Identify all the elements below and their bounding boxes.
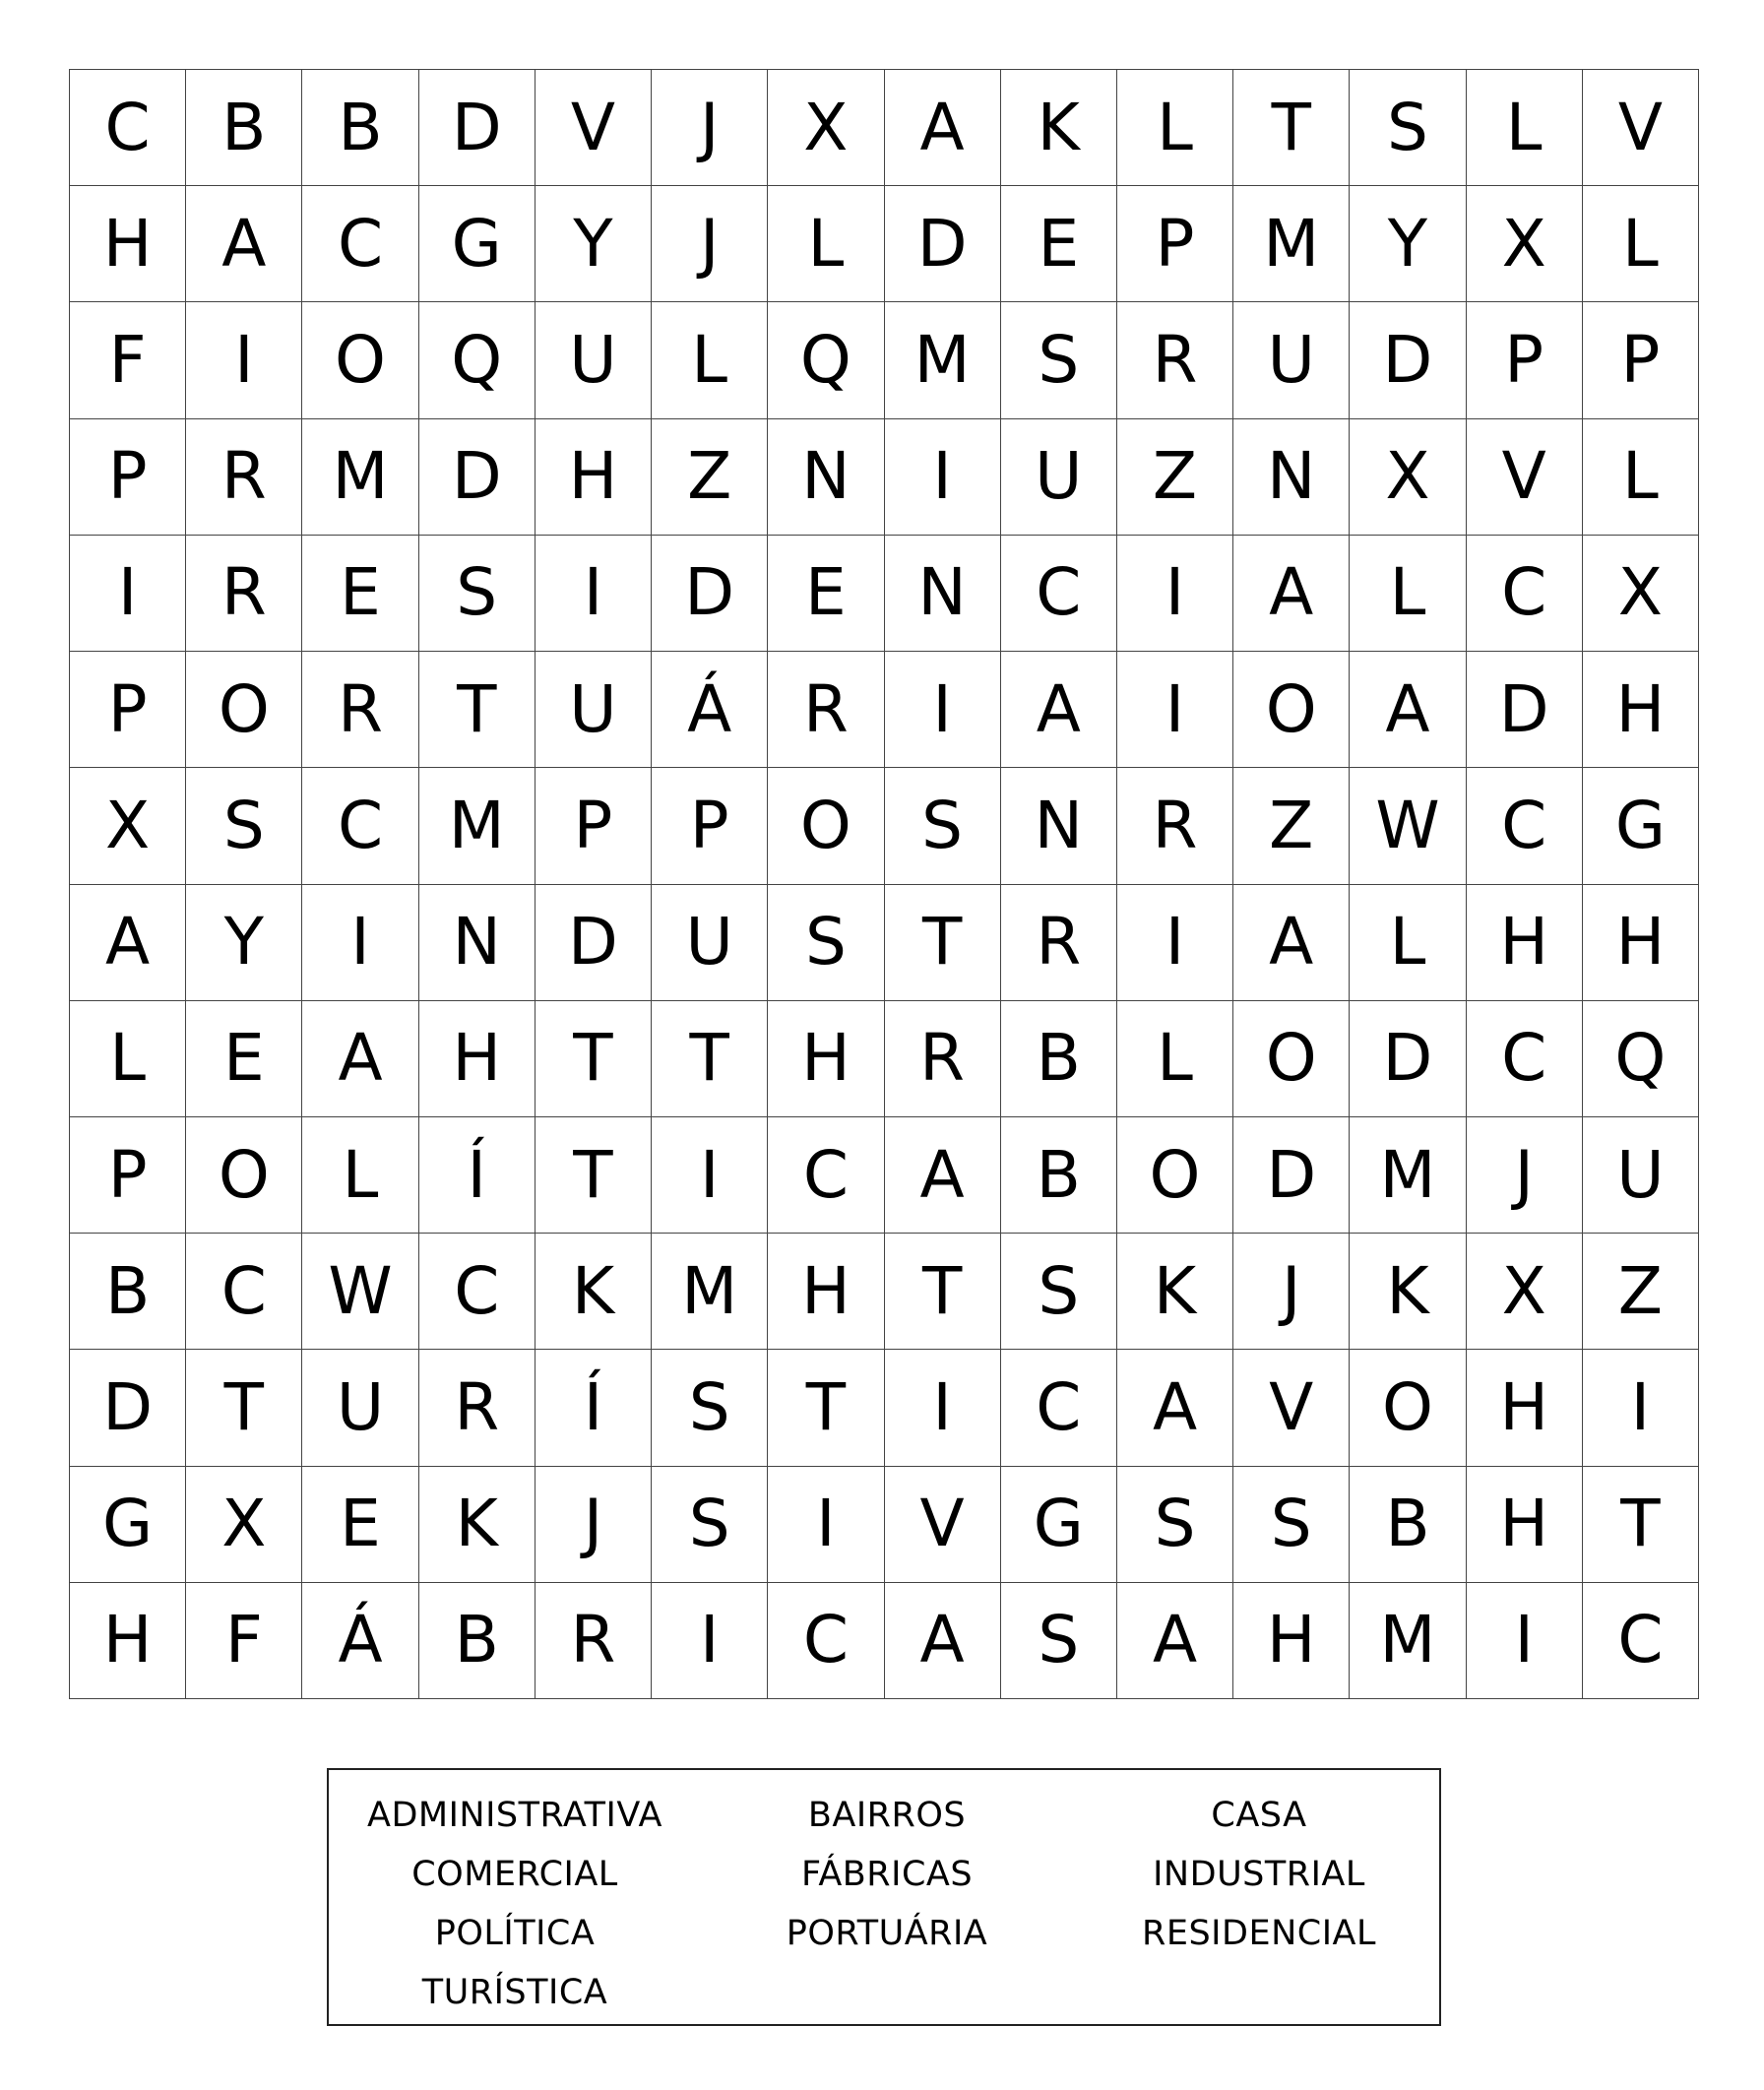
grid-cell[interactable]: M [1233,186,1350,302]
word-list-item: POLÍTICA [434,1914,596,1953]
grid-cell[interactable]: D [1350,302,1466,418]
grid-cell[interactable]: W [302,1234,418,1350]
word-list-item: CASA [1211,1796,1307,1835]
grid-cell[interactable]: L [768,186,884,302]
grid-cell[interactable]: O [302,302,418,418]
grid-cell[interactable]: A [1233,885,1350,1001]
grid-cell[interactable]: C [1001,1350,1117,1466]
grid-cell[interactable]: L [1117,70,1233,186]
grid-cell[interactable]: H [768,1001,884,1117]
grid-cell[interactable]: D [419,419,536,536]
grid-cell[interactable]: R [186,419,302,536]
grid-cell[interactable]: D [885,186,1001,302]
grid-cell[interactable]: I [885,1350,1001,1466]
grid-cell[interactable]: X [1583,536,1699,652]
grid-cell[interactable]: A [1233,536,1350,652]
grid-cell[interactable]: T [536,1001,652,1117]
grid-cell[interactable]: C [1583,1583,1699,1699]
grid-cell[interactable]: X [1350,419,1466,536]
grid-cell[interactable]: B [1001,1117,1117,1234]
grid-cell[interactable]: C [1001,536,1117,652]
grid-cell[interactable]: Q [768,302,884,418]
grid-cell[interactable]: W [1350,768,1466,884]
grid-cell[interactable]: S [419,536,536,652]
grid-cell[interactable]: R [419,1350,536,1466]
grid-cell[interactable]: T [419,652,536,768]
grid-cell[interactable]: Á [302,1583,418,1699]
grid-cell[interactable]: I [70,536,186,652]
grid-cell[interactable]: G [1001,1467,1117,1583]
grid-cell[interactable]: I [1117,536,1233,652]
grid-cell[interactable]: C [1467,536,1583,652]
grid-cell[interactable]: K [1117,1234,1233,1350]
grid-cell[interactable]: X [186,1467,302,1583]
grid-cell[interactable]: A [1001,652,1117,768]
grid-cell[interactable]: T [536,1117,652,1234]
grid-cell[interactable]: J [1467,1117,1583,1234]
grid-cell[interactable]: T [885,1234,1001,1350]
grid-cell[interactable]: U [652,885,768,1001]
grid-cell[interactable]: H [1233,1583,1350,1699]
grid-cell[interactable]: M [652,1234,768,1350]
grid-cell[interactable]: I [1117,652,1233,768]
grid-cell[interactable]: J [652,70,768,186]
grid-cell[interactable]: Y [186,885,302,1001]
grid-cell[interactable]: B [1350,1467,1466,1583]
grid-cell[interactable]: B [70,1234,186,1350]
grid-cell[interactable]: L [70,1001,186,1117]
grid-cell[interactable]: E [186,1001,302,1117]
grid-cell[interactable]: A [186,186,302,302]
grid-cell[interactable]: J [536,1467,652,1583]
grid-cell[interactable]: T [1583,1467,1699,1583]
grid-cell[interactable]: I [186,302,302,418]
grid-cell[interactable]: M [419,768,536,884]
grid-cell[interactable]: P [70,419,186,536]
grid-cell[interactable]: C [186,1234,302,1350]
grid-cell[interactable]: B [302,70,418,186]
word-list-item: TURÍSTICA [421,1973,608,2012]
grid-cell[interactable]: R [768,652,884,768]
grid-cell[interactable]: L [302,1117,418,1234]
grid-cell[interactable]: Z [1583,1234,1699,1350]
word-list-item: FÁBRICAS [800,1855,974,1894]
grid-cell[interactable]: S [1350,70,1466,186]
grid-cell[interactable]: C [302,186,418,302]
grid-cell[interactable]: O [186,652,302,768]
grid-cell[interactable]: M [1350,1117,1466,1234]
grid-cell[interactable]: K [1350,1234,1466,1350]
grid-cell[interactable]: L [1583,419,1699,536]
grid-cell[interactable]: P [1467,302,1583,418]
grid-cell[interactable]: D [419,70,536,186]
grid-cell[interactable]: O [768,768,884,884]
grid-cell[interactable]: I [885,419,1001,536]
grid-cell[interactable]: G [1583,768,1699,884]
grid-cell[interactable]: A [70,885,186,1001]
grid-cell[interactable]: A [885,1117,1001,1234]
grid-cell[interactable]: J [1233,1234,1350,1350]
grid-cell[interactable]: N [419,885,536,1001]
grid-cell[interactable]: O [1233,652,1350,768]
grid-cell[interactable]: V [536,70,652,186]
grid-cell[interactable]: Z [652,419,768,536]
grid-cell[interactable]: I [1467,1583,1583,1699]
word-list-item: BAIRROS [807,1796,967,1835]
word-list-item: ADMINISTRATIVA [367,1796,662,1835]
grid-cell[interactable]: A [1350,652,1466,768]
grid-cell[interactable]: S [186,768,302,884]
grid-cell[interactable]: Q [1583,1001,1699,1117]
grid-cell[interactable]: E [302,536,418,652]
grid-cell[interactable]: R [1117,768,1233,884]
grid-cell[interactable]: Z [1233,768,1350,884]
grid-cell[interactable]: I [652,1583,768,1699]
grid-cell[interactable]: I [1117,885,1233,1001]
grid-cell[interactable]: B [1001,1001,1117,1117]
grid-cell[interactable]: L [1350,885,1466,1001]
grid-cell[interactable]: I [768,1467,884,1583]
grid-cell[interactable]: L [1350,536,1466,652]
grid-cell[interactable]: T [186,1350,302,1466]
grid-cell[interactable]: U [536,652,652,768]
grid-cell[interactable]: D [536,885,652,1001]
grid-cell[interactable]: U [1233,302,1350,418]
grid-cell[interactable]: V [1583,70,1699,186]
grid-cell[interactable]: S [652,1350,768,1466]
grid-cell[interactable]: S [1001,1583,1117,1699]
grid-cell[interactable]: P [652,768,768,884]
grid-cell[interactable]: O [1233,1001,1350,1117]
word-list-box [327,1768,1441,2026]
grid-cell[interactable]: M [885,302,1001,418]
grid-cell[interactable]: H [768,1234,884,1350]
grid-cell[interactable]: M [302,419,418,536]
grid-cell[interactable]: A [302,1001,418,1117]
grid-cell[interactable]: U [536,302,652,418]
grid-cell[interactable]: I [302,885,418,1001]
grid-cell[interactable]: D [652,536,768,652]
grid-cell[interactable]: T [1233,70,1350,186]
grid-cell[interactable]: R [1001,885,1117,1001]
grid-cell[interactable]: O [186,1117,302,1234]
grid-cell[interactable]: C [419,1234,536,1350]
grid-cell[interactable]: B [419,1583,536,1699]
grid-cell[interactable]: S [652,1467,768,1583]
grid-cell[interactable]: P [1117,186,1233,302]
grid-cell[interactable]: Q [419,302,536,418]
grid-cell[interactable]: G [70,1467,186,1583]
grid-cell[interactable]: C [1467,768,1583,884]
grid-cell[interactable]: R [186,536,302,652]
grid-cell[interactable]: S [1117,1467,1233,1583]
grid-cell[interactable]: U [302,1350,418,1466]
word-list [329,1786,1439,2022]
word-list-item: INDUSTRIAL [1153,1855,1365,1894]
grid-cell[interactable]: H [1583,885,1699,1001]
grid-cell[interactable]: V [885,1467,1001,1583]
grid-cell[interactable]: R [302,652,418,768]
grid-cell[interactable]: C [768,1583,884,1699]
grid-cell[interactable]: N [1001,768,1117,884]
grid-cell[interactable]: D [1467,652,1583,768]
grid-cell[interactable]: C [70,70,186,186]
grid-cell[interactable]: C [768,1117,884,1234]
grid-cell[interactable]: P [1583,302,1699,418]
grid-cell[interactable]: S [1001,1234,1117,1350]
grid-cell[interactable]: Y [536,186,652,302]
grid-cell[interactable]: L [1467,70,1583,186]
grid-cell[interactable]: S [1001,302,1117,418]
grid-cell[interactable]: I [885,652,1001,768]
grid-cell[interactable]: Í [536,1350,652,1466]
grid-cell[interactable]: A [885,70,1001,186]
grid-cell[interactable]: H [1583,652,1699,768]
grid-cell[interactable]: A [1117,1583,1233,1699]
grid-cell[interactable]: E [302,1467,418,1583]
grid-cell[interactable]: A [1117,1350,1233,1466]
grid-cell[interactable]: M [1350,1583,1466,1699]
grid-cell[interactable]: X [1467,1234,1583,1350]
grid-cell[interactable]: R [885,1001,1001,1117]
grid-cell[interactable]: K [1001,70,1117,186]
grid-cell[interactable]: O [1350,1350,1466,1466]
grid-cell[interactable]: T [768,1350,884,1466]
grid-cell[interactable]: R [536,1583,652,1699]
grid-cell[interactable]: H [419,1001,536,1117]
letter-grid [69,69,1699,1699]
grid-cell[interactable]: A [885,1583,1001,1699]
grid-cell[interactable]: F [70,302,186,418]
grid-cell[interactable]: C [1467,1001,1583,1117]
grid-cell[interactable]: K [419,1467,536,1583]
grid-cell[interactable]: D [70,1350,186,1466]
grid-cell[interactable]: P [70,1117,186,1234]
grid-cell[interactable]: Á [652,652,768,768]
grid-cell[interactable]: L [1583,186,1699,302]
word-list-item: RESIDENCIAL [1142,1914,1376,1953]
word-list-item: COMERCIAL [411,1855,618,1894]
grid-cell[interactable]: Í [419,1117,536,1234]
grid-cell[interactable]: X [70,768,186,884]
grid-cell[interactable]: V [1233,1350,1350,1466]
grid-cell[interactable]: Y [1350,186,1466,302]
grid-cell[interactable]: J [652,186,768,302]
grid-cell[interactable]: L [652,302,768,418]
grid-cell[interactable]: S [1233,1467,1350,1583]
grid-cell[interactable]: H [1467,1350,1583,1466]
grid-cell[interactable]: N [885,536,1001,652]
grid-cell[interactable]: D [1350,1001,1466,1117]
grid-cell[interactable]: K [536,1234,652,1350]
grid-cell[interactable]: X [1467,186,1583,302]
grid-cell[interactable]: D [1233,1117,1350,1234]
grid-cell[interactable]: I [1583,1350,1699,1466]
grid-cell[interactable]: H [70,186,186,302]
grid-cell[interactable]: H [1467,885,1583,1001]
grid-cell[interactable]: P [536,768,652,884]
grid-cell[interactable]: P [70,652,186,768]
grid-cell[interactable]: U [1583,1117,1699,1234]
grid-cell[interactable]: H [70,1583,186,1699]
grid-cell[interactable]: C [302,768,418,884]
grid-cell[interactable]: S [885,768,1001,884]
grid-cell[interactable]: N [768,419,884,536]
grid-cell[interactable]: B [186,70,302,186]
grid-cell[interactable]: L [1117,1001,1233,1117]
grid-cell[interactable]: H [1467,1467,1583,1583]
grid-cell[interactable]: I [652,1117,768,1234]
grid-cell[interactable]: S [768,885,884,1001]
grid-cell[interactable]: O [1117,1117,1233,1234]
grid-cell[interactable]: H [536,419,652,536]
grid-cell[interactable]: I [536,536,652,652]
grid-cell[interactable]: N [1233,419,1350,536]
grid-cell[interactable]: Z [1117,419,1233,536]
grid-cell[interactable]: R [1117,302,1233,418]
grid-cell[interactable]: E [768,536,884,652]
grid-cell[interactable]: U [1001,419,1117,536]
grid-cell[interactable]: T [885,885,1001,1001]
grid-cell[interactable]: T [652,1001,768,1117]
grid-cell[interactable]: X [768,70,884,186]
grid-cell[interactable]: E [1001,186,1117,302]
word-list-item: PORTUÁRIA [786,1914,988,1953]
grid-cell[interactable]: G [419,186,536,302]
grid-cell[interactable]: F [186,1583,302,1699]
grid-cell[interactable]: V [1467,419,1583,536]
